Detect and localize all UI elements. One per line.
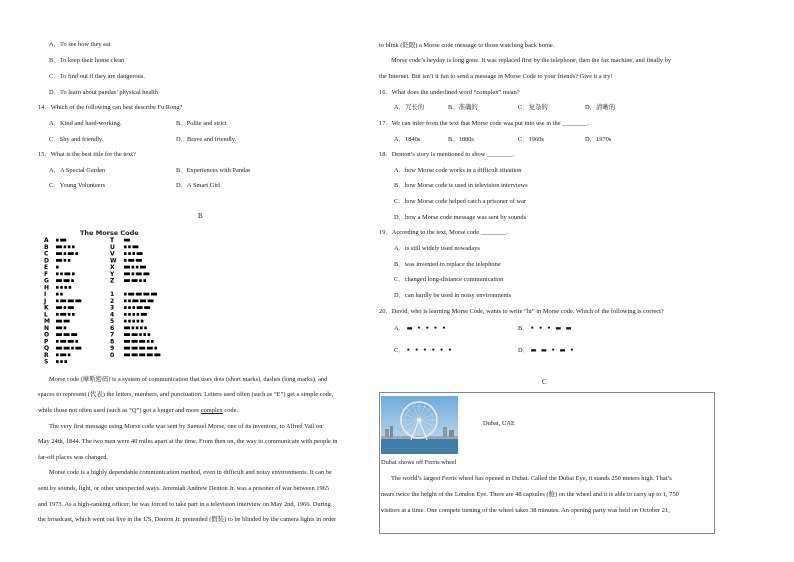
morse-digit-4: 4 — [110, 311, 115, 319]
morse-code-o — [56, 333, 77, 336]
passage-line-3-text: while those not often used (such as “Q”) got a longer and more complex code. — [38, 407, 239, 414]
morse-code-r — [56, 353, 70, 356]
morse-digit-0: 0 — [110, 351, 115, 359]
morse-code-m — [56, 320, 70, 323]
morse-code-e — [56, 266, 59, 269]
q18-option-a[interactable]: A．how Morse code works in a difficult situation — [394, 167, 522, 174]
q20-option-c-code: • • • • • • — [406, 346, 453, 354]
morse-letter-x: X — [110, 264, 115, 271]
passage-line-6: far-off places was changed. — [38, 454, 109, 461]
morse-code-y — [124, 272, 149, 275]
morse-letter-q: Q — [44, 345, 50, 352]
q19-option-d[interactable]: D．can hardly be used in noisy environments — [394, 292, 512, 299]
morse-letter-k: K — [44, 304, 49, 312]
q20-option-c[interactable] — [394, 347, 453, 354]
morse-code-digit-8 — [124, 340, 154, 343]
q13-option-a[interactable]: A．To see how they eat — [49, 41, 111, 48]
morse-chart-graphic — [38, 230, 188, 366]
q16-option-a[interactable]: A．冗长的 — [394, 104, 425, 111]
morse-letter-i: I — [44, 291, 47, 298]
morse-code-b — [56, 245, 75, 248]
morse-letter-t: T — [110, 237, 115, 244]
morse-code-t — [124, 239, 130, 242]
q17-option-a[interactable]: A．1840s — [394, 136, 421, 143]
q16-stem: 16．What does the underlined word “complex” mean? — [379, 89, 520, 96]
q17-option-d[interactable]: D．1970s — [585, 136, 612, 143]
morse-code-chart-image — [38, 229, 188, 366]
morse-code-digit-5 — [124, 320, 143, 323]
q16-option-c[interactable]: C．复杂的 — [518, 104, 548, 111]
morse-digit-9: 9 — [110, 345, 115, 352]
q14-option-d[interactable]: D．Brave and friendly. — [176, 136, 237, 143]
morse-code-p — [56, 340, 78, 343]
passage-line-10: the broadcast, which went out live in the US, Denton Jr. pretended (假装) to be blinded by the camera lights in order — [38, 516, 337, 523]
article-headline: Dubai shows off Ferris wheel — [381, 459, 457, 466]
morse-code-digit-6 — [124, 326, 147, 329]
morse-digit-6: 6 — [110, 324, 115, 332]
q15-option-d[interactable]: D．A Smart Girl — [176, 182, 221, 189]
morse-letter-c: C — [44, 250, 49, 258]
morse-code-digit-7 — [124, 333, 150, 336]
morse-digit-5: 5 — [110, 318, 115, 325]
q20-option-d-code: ▬ ▬ • ▬ • — [530, 346, 575, 354]
morse-letter-f: F — [44, 270, 49, 278]
q19-stem: 19．According to the text, Morse code ________. — [379, 229, 508, 236]
morse-letter-m: M — [44, 318, 50, 325]
photo-caption: Dubai, UAE — [483, 420, 515, 427]
passage-line-3 — [38, 408, 238, 414]
article-line-2: nears twice the height of the London Eye. There are 48 capsules (舱) on the wheel and it is able to carry up to 1, 750 — [381, 491, 679, 498]
q14-option-a[interactable]: A．Kind and hard-working. — [49, 120, 122, 127]
passage-line-9: and 1973. As a high-ranking officer, he was forced to take part in a television interview on May 2nd, 1966. During — [38, 501, 331, 508]
ferris-wheel-photo — [381, 396, 458, 454]
morse-code-w — [124, 259, 142, 262]
q17-option-b[interactable]: B．1880s — [448, 136, 474, 143]
q14-option-c[interactable]: C．Shy and friendly. — [49, 136, 104, 143]
q20-stem: 20．David, who is learning Morse Code, wants to write “hi” in Morse code. Which of the following is correct? — [379, 308, 664, 315]
morse-letter-a: A — [44, 237, 49, 244]
article-line-3: visitors at a time. One compete turning of the wheel takes 38 minutes. An opening party was held on October 21, — [381, 507, 670, 514]
morse-letter-d: D — [44, 257, 49, 265]
q18-option-c[interactable]: C．how Morse code helped catch a prisoner of war — [394, 198, 527, 205]
passage-line-5: May 24th, 1844. The two men were 40 miles apart at the time. From then on, the way to communicate with people in — [38, 438, 338, 445]
morse-code-i — [56, 293, 63, 296]
morse-code-digit-2 — [124, 299, 154, 302]
q18-option-d[interactable]: D．how a Morse code message was sent by sounds — [394, 214, 527, 221]
passage-line-7: Morse code is a highly dependable communication method, even in difficult and noisy environments. It can be — [49, 469, 332, 476]
q20-option-a-code: ▬ • • • • — [406, 324, 447, 332]
morse-letter-u: U — [110, 243, 115, 251]
section-c-heading: C — [542, 378, 547, 386]
morse-letter-j: J — [44, 297, 47, 305]
right-line-2: Morse code’s heyday is long gone. It was replaced first by the telephone, then the fax machine, and finally by — [391, 57, 672, 64]
morse-code-a — [56, 239, 66, 242]
morse-letter-w: W — [110, 257, 117, 265]
morse-chart-title: The Morse Code — [80, 229, 139, 237]
passage-line-1: Morse code (摩斯密码) is a system of communication that uses dots (short marks), dashes (long marks), and — [49, 376, 328, 383]
q18-option-b[interactable]: B．how Morse code is used in television interviews — [394, 182, 528, 189]
morse-code-v — [124, 252, 143, 255]
q20-option-a-label: A． — [394, 325, 406, 332]
morse-code-d — [56, 259, 70, 262]
q14-stem: 14．Which of the following can best describe Fu Rong? — [38, 104, 183, 111]
q16-option-b[interactable]: B．准确的 — [448, 104, 478, 111]
morse-code-digit-3 — [124, 306, 150, 309]
underlined-word-complex: complex — [200, 407, 223, 414]
morse-code-u — [124, 245, 138, 248]
morse-code-j — [56, 299, 81, 302]
morse-code-q — [56, 347, 81, 350]
morse-letter-p: P — [44, 338, 49, 346]
morse-code-digit-9 — [124, 347, 157, 350]
q15-option-c[interactable]: C．Young Volunteers — [49, 182, 106, 189]
morse-letter-y: Y — [110, 270, 115, 278]
morse-code-digit-1 — [124, 293, 157, 296]
q20-option-c-label: C． — [394, 347, 405, 354]
morse-letter-l: L — [44, 311, 48, 319]
morse-digit-8: 8 — [110, 338, 115, 346]
q15-option-a[interactable]: A．A Special Garden — [49, 167, 106, 174]
q13-option-d[interactable]: D．To learn about pandas’ physical health — [49, 89, 158, 96]
article-line-1: The world’s largest Ferris wheel has opened in Dubai. Called the Dubai Eye, it stands 250 meters high. That’s — [391, 475, 672, 482]
morse-code-c — [56, 252, 78, 255]
passage-line-4: The very first message using Morse code was sent by Samuel Morse, one of its inventors, to Alfred Vail on — [49, 423, 323, 430]
right-line-1: to blink (眨眼) a Morse code message to those watching back home. — [379, 42, 555, 49]
morse-code-n — [56, 326, 66, 329]
section-b-heading: B — [198, 212, 203, 220]
passage-line-8: sent by sounds, light, or other unexpected ways. Jeremiah Andrew Denton Jr. was a prisoner of war between 1965 — [38, 485, 330, 492]
q15-stem: 15．What is the best title for the text? — [38, 151, 136, 158]
q19-option-a[interactable]: A．is still widely used nowadays — [394, 245, 480, 252]
morse-letter-e: E — [44, 264, 49, 271]
morse-code-h — [56, 286, 71, 289]
morse-code-g — [56, 279, 74, 282]
morse-code-x — [124, 266, 146, 269]
q20-option-d[interactable] — [518, 347, 575, 354]
morse-code-s — [56, 360, 67, 363]
morse-code-digit-0 — [124, 353, 160, 356]
morse-code-k — [56, 306, 74, 309]
morse-letter-b: B — [44, 243, 49, 251]
q14-option-b[interactable]: B．Polite and strict — [176, 120, 227, 127]
q20-option-b[interactable] — [518, 325, 573, 332]
morse-letter-s: S — [44, 358, 49, 366]
morse-digit-1: 1 — [110, 291, 115, 298]
q19-option-c[interactable]: C．changed long-distance communication — [394, 276, 504, 283]
morse-code-f — [56, 272, 75, 275]
morse-digit-2: 2 — [110, 297, 115, 305]
q20-option-a[interactable] — [394, 325, 447, 332]
q17-stem: 17．We can infer from the text that Morse code was put into use in the ________. — [379, 120, 590, 127]
right-line-3: the Internet. But isn’t it fun to send a message in Morse Code to your friends? Give it a try! — [379, 73, 613, 80]
morse-code-digit-4 — [124, 313, 147, 316]
morse-letter-v: V — [110, 250, 115, 258]
q20-option-d-label: D． — [518, 347, 530, 354]
morse-letter-h: H — [44, 284, 50, 292]
morse-letter-o: O — [44, 331, 50, 339]
q13-option-b[interactable]: B．To keep their home clean — [49, 57, 125, 64]
q19-option-b[interactable]: B．was invented to replace the telephone — [394, 261, 501, 268]
morse-letter-n: N — [44, 324, 50, 332]
morse-code-z — [124, 279, 146, 282]
passage-line-2: spaces to represent (代表) the letters, numbers, and punctuation. Letters used often (such as “E”) get a simple code, — [38, 391, 334, 398]
morse-digit-3: 3 — [110, 304, 115, 312]
morse-digit-7: 7 — [110, 331, 115, 339]
morse-letter-g: G — [44, 277, 49, 285]
morse-code-l — [56, 313, 75, 316]
q18-stem: 18．Denton’s story is mentioned to show ________. — [379, 151, 515, 158]
q20-option-b-code: • • • ▬ ▬ — [530, 324, 573, 332]
morse-letter-z: Z — [110, 277, 115, 285]
q20-option-b-label: B． — [518, 325, 529, 332]
q13-option-c[interactable]: C．To find out if they are dangerous. — [49, 73, 145, 80]
q17-option-c[interactable]: C．1960s — [518, 136, 544, 143]
q15-option-b[interactable]: B．Experiences with Pandas — [176, 167, 251, 174]
morse-letter-r: R — [44, 351, 49, 359]
q16-option-d[interactable]: D．清晰的 — [585, 104, 616, 111]
